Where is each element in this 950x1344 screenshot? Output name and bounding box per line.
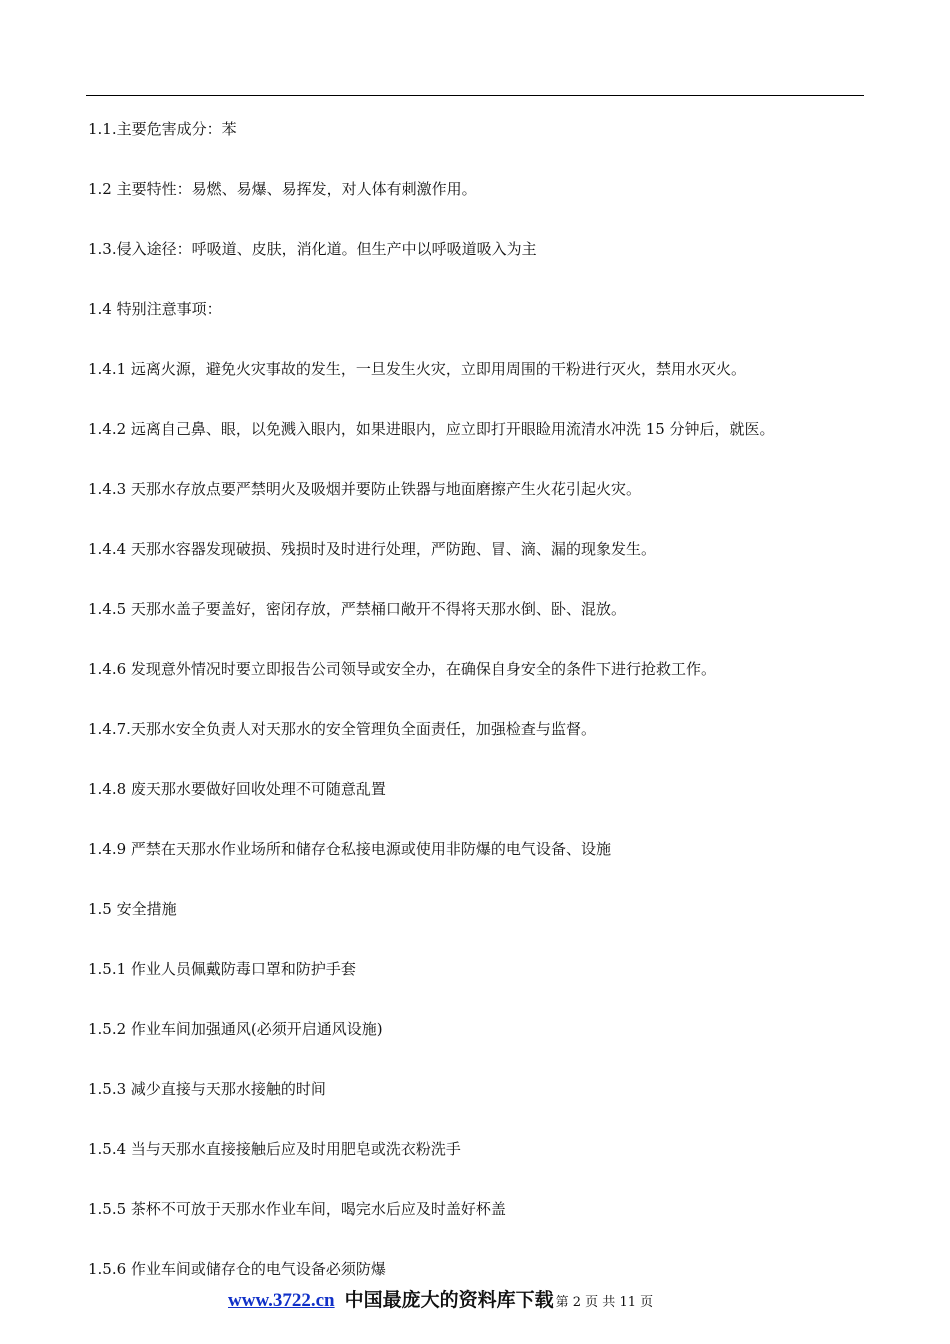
section-1-5-5: 1.5.5 茶杯不可放于天那水作业车间，喝完水后应及时盖好杯盖 bbox=[88, 1200, 506, 1218]
page-footer bbox=[228, 1285, 828, 1313]
section-1-1: 1.1.主要危害成分：苯 bbox=[88, 120, 237, 138]
section-1-5-6: 1.5.6 作业车间或储存仓的电气设备必须防爆 bbox=[88, 1260, 386, 1278]
section-1-5-3: 1.5.3 减少直接与天那水接触的时间 bbox=[88, 1080, 326, 1098]
footer-slogan: 中国最庞大的资料库下载 bbox=[344, 1289, 554, 1311]
section-1-5-4: 1.5.4 当与天那水直接接触后应及时用肥皂或洗衣粉洗手 bbox=[88, 1140, 461, 1158]
section-1-4-2: 1.4.2 远离自己鼻、眼，以免溅入眼内，如果进眼内，应立即打开眼睑用流清水冲洗 15 分钟后，就医。 bbox=[88, 420, 775, 438]
section-1-4-4: 1.4.4 天那水容器发现破损、残损时及时进行处理，严防跑、冒、滴、漏的现象发生。 bbox=[88, 540, 656, 558]
section-1-2: 1.2 主要特性：易燃、易爆、易挥发，对人体有刺激作用。 bbox=[88, 180, 477, 198]
section-1-5-1: 1.5.1 作业人员佩戴防毒口罩和防护手套 bbox=[88, 960, 356, 978]
header-divider bbox=[86, 95, 864, 96]
section-1-4-3: 1.4.3 天那水存放点要严禁明火及吸烟并要防止铁器与地面磨擦产生火花引起火灾。 bbox=[88, 480, 641, 498]
document-body bbox=[88, 118, 858, 1318]
section-1-4-6: 1.4.6 发现意外情况时要立即报告公司领导或安全办，在确保自身安全的条件下进行抢救工作。 bbox=[88, 660, 716, 678]
section-1-4-heading: 1.4 特别注意事项： bbox=[88, 300, 222, 318]
section-1-5-heading: 1.5 安全措施 bbox=[88, 900, 177, 918]
section-1-4-1: 1.4.1 远离火源，避免火灾事故的发生，一旦发生火灾，立即用周围的干粉进行灭火，禁用水灭火。 bbox=[88, 360, 746, 378]
section-1-4-9: 1.4.9 严禁在天那水作业场所和储存仓私接电源或使用非防爆的电气设备、设施 bbox=[88, 840, 611, 858]
section-1-3: 1.3.侵入途径：呼吸道、皮肤，消化道。但生产中以呼吸道吸入为主 bbox=[88, 240, 537, 258]
section-1-4-5: 1.4.5 天那水盖子要盖好，密闭存放，严禁桶口敞开不得将天那水倒、卧、混放。 bbox=[88, 600, 626, 618]
section-1-4-7: 1.4.7.天那水安全负责人对天那水的安全管理负全面责任，加强检查与监督。 bbox=[88, 720, 596, 738]
section-1-4-8: 1.4.8 废天那水要做好回收处理不可随意乱置 bbox=[88, 780, 386, 798]
footer-site-link[interactable]: www.3722.cn bbox=[228, 1290, 335, 1311]
page-number: 第 2 页 共 11 页 bbox=[555, 1295, 654, 1310]
section-1-5-2: 1.5.2 作业车间加强通风(必须开启通风设施) bbox=[88, 1020, 383, 1038]
